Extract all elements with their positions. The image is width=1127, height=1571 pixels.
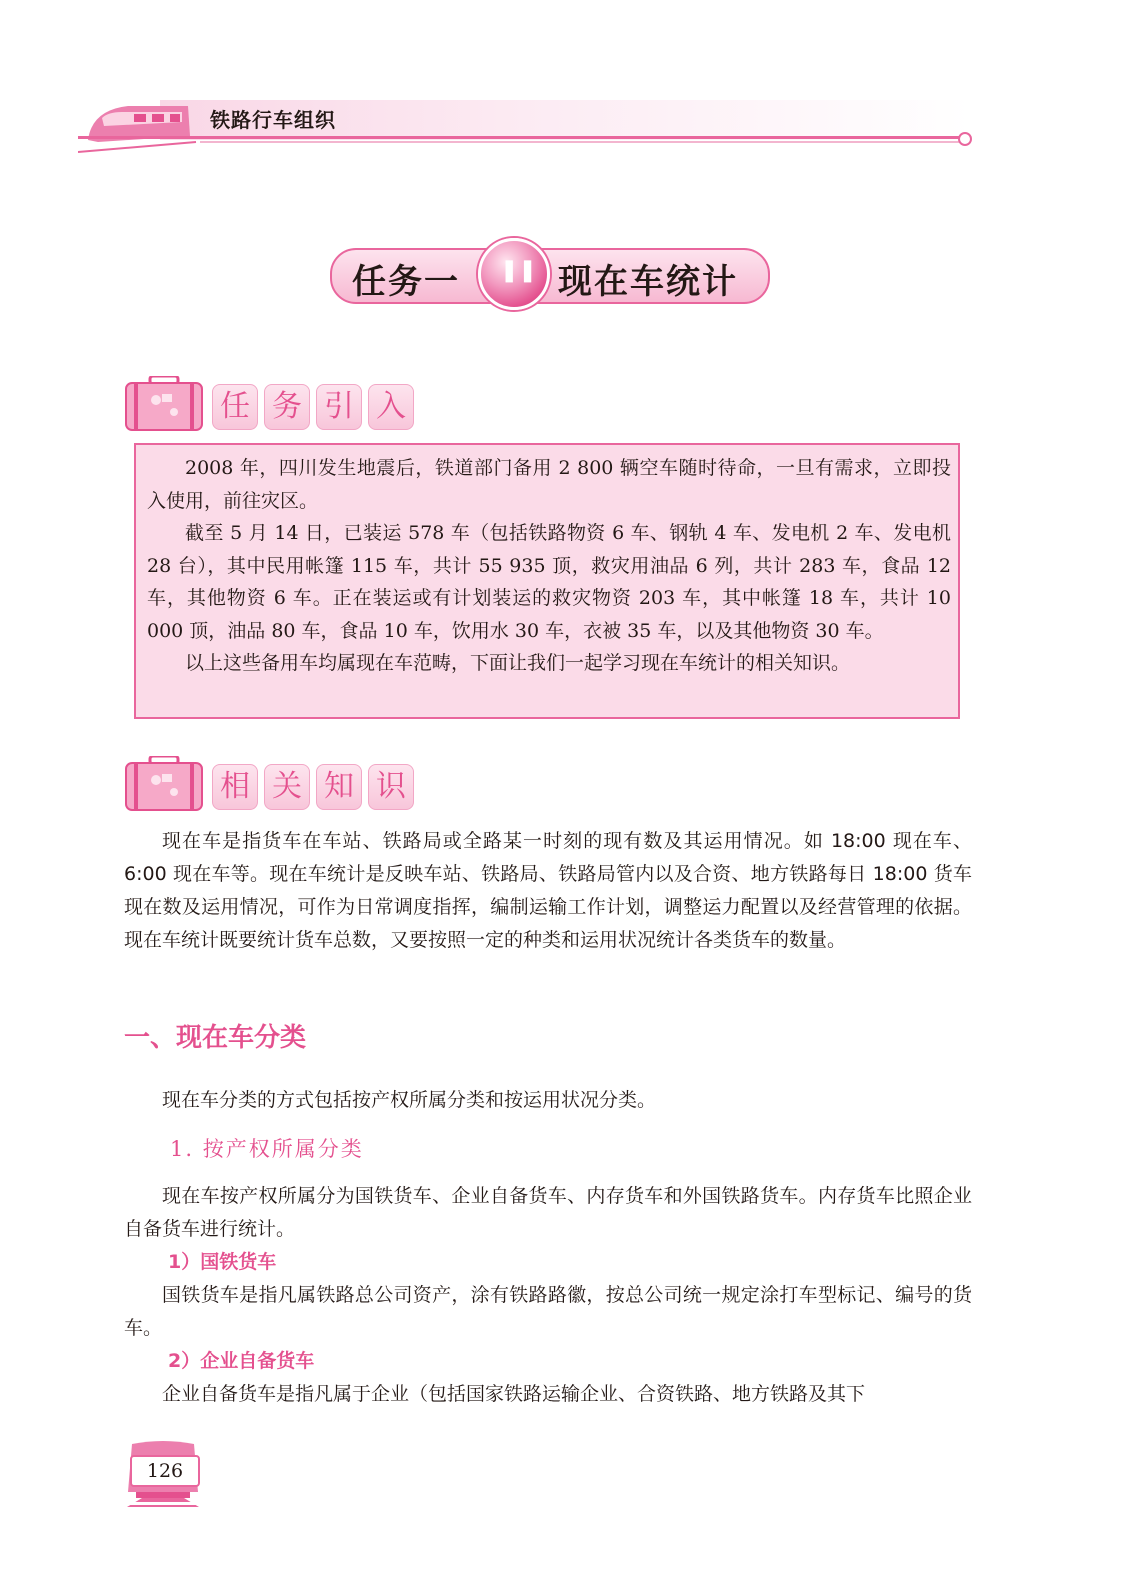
heading-level3: 2）企业自备货车 xyxy=(168,1350,315,1372)
suitcase-icon xyxy=(124,376,204,432)
section-heading-char: 关 xyxy=(264,764,310,810)
intro-paragraph: 以上这些备用车均属现在车范畴，下面让我们一起学习现在车统计的相关知识。 xyxy=(185,652,851,674)
header-rule-end-dot xyxy=(958,132,972,146)
task-title: 现在车统计 xyxy=(558,262,738,302)
body-paragraph: 现在车分类的方式包括按产权所属分类和按运用状况分类。 xyxy=(162,1089,657,1111)
suitcase-icon xyxy=(124,756,204,812)
section-heading-char: 引 xyxy=(316,384,362,430)
body-paragraph: 现在车按产权所属分为国铁货车、企业自备货车、内存货车和外国铁路货车。内存货车比照企业自备货车进行统计。 xyxy=(124,1185,972,1240)
heading-level1: 一、现在车分类 xyxy=(124,1023,307,1053)
classify-intro xyxy=(124,1084,972,1117)
intro-text xyxy=(147,452,951,680)
header-rule-thin xyxy=(200,141,960,143)
intro-paragraph: 截至 5 月 14 日，已装运 578 车（包括铁路物资 6 车、钢轨 4 车、发电机 2 车、发电机 28 台），其中民用帐篷 115 车，共计 55 935 顶，救灾用油品 6 列，共计 283 车，食品 12 车，其他物资 6 车。正在装运或有计划装运的救灾物资 203 车，其中帐篷 18 车，共计 10 000 顶，油品 80 车，食品 10 车，饮用水 30 车，衣被 35 车，以及其他物资 30 车。 xyxy=(147,522,951,642)
section-heading-intro xyxy=(212,384,420,430)
section-heading-char: 相 xyxy=(212,764,258,810)
intro-paragraph: 2008 年，四川发生地震后，铁道部门备用 2 800 辆空车随时待命，一旦有需求，立即投入使用，前往灾区。 xyxy=(147,457,951,512)
section-heading-char: 任 xyxy=(212,384,258,430)
body-paragraph: 企业自备货车是指凡属于企业（包括国家铁路运输企业、合资铁路、地方铁路及其下 xyxy=(162,1383,866,1405)
section-heading-char: 务 xyxy=(264,384,310,430)
knowledge-text xyxy=(124,825,972,957)
pause-icon: ❚❚ xyxy=(500,258,537,283)
heading-level3: 1）国铁货车 xyxy=(168,1251,277,1273)
section-heading-char: 入 xyxy=(368,384,414,430)
ownership-section xyxy=(124,1180,972,1411)
section-heading-knowledge xyxy=(212,764,420,810)
train-icon xyxy=(78,96,198,156)
body-paragraph: 国铁货车是指凡属铁路总公司资产，涂有铁路路徽，按总公司统一规定涂打车型标记、编号的货车。 xyxy=(124,1284,972,1339)
heading-level2: 1. 按产权所属分类 xyxy=(170,1137,364,1161)
section-heading-char: 知 xyxy=(316,764,362,810)
page-number: 126 xyxy=(130,1455,200,1487)
book-title: 铁路行车组织 xyxy=(210,108,336,132)
task-number: 任务一 xyxy=(352,262,460,302)
section-heading-char: 识 xyxy=(368,764,414,810)
header-rule xyxy=(78,136,968,139)
knowledge-paragraph: 现在车是指货车在车站、铁路局或全路某一时刻的现有数及其运用情况。如 18:00 现在车、6:00 现在车等。现在车统计是反映车站、铁路局、铁路局管内以及合资、地方铁路每日 18:00 货车现在数及运用情况，可作为日常调度指挥，编制运输工作计划，调整运力配置以及经营管理的依据。现在车统计既要统计货车总数，又要按照一定的种类和运用状况统计各类货车的数量。 xyxy=(124,830,972,951)
